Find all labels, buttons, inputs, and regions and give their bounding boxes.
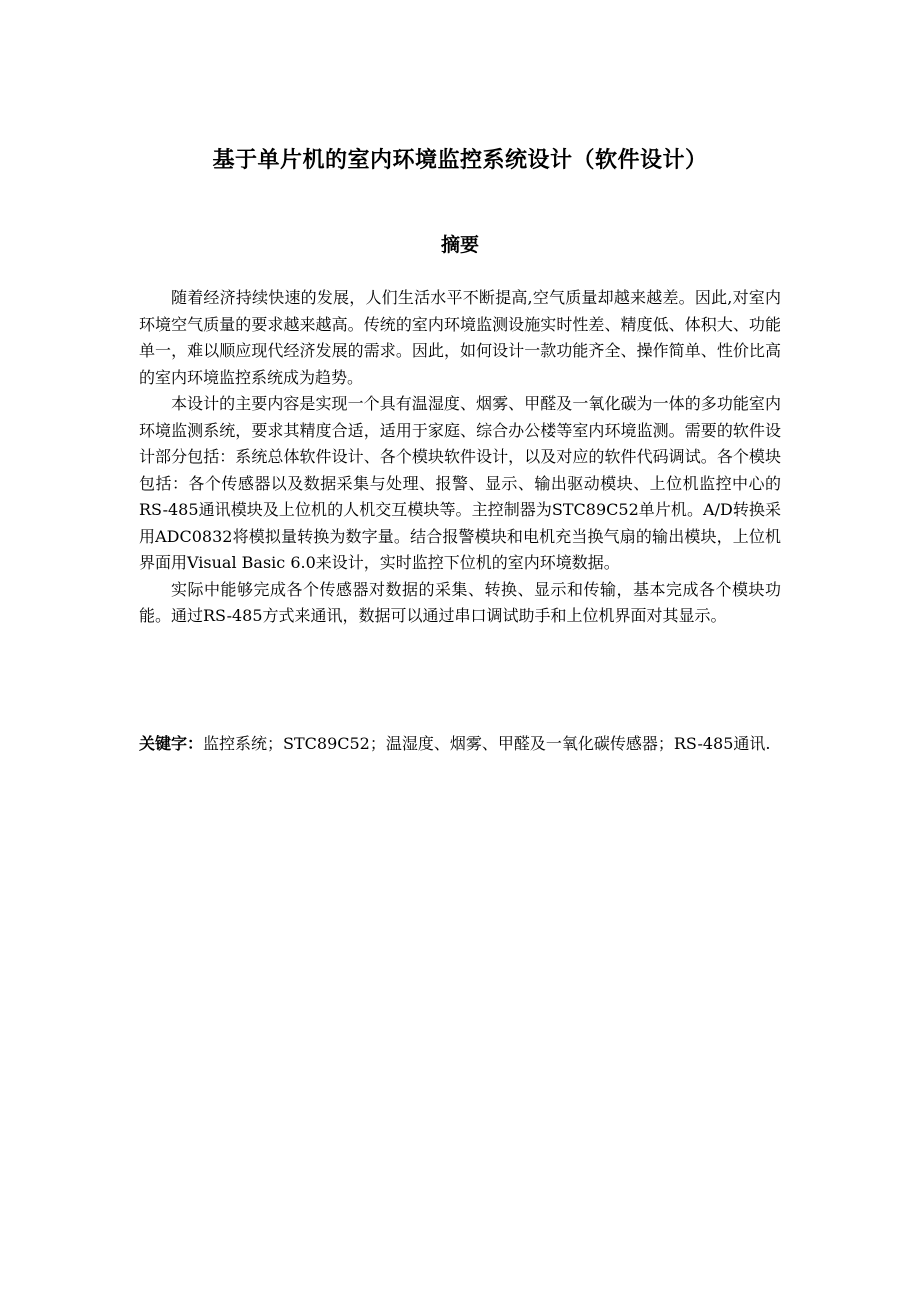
abstract-body	[139, 285, 781, 630]
keywords-line	[139, 731, 781, 758]
abstract-heading: 摘要	[440, 234, 479, 256]
keywords-label: 关键字：	[139, 734, 204, 753]
keywords-text: 监控系统；STC89C52；温湿度、烟雾、甲醛及一氧化碳传感器；RS-485通讯.	[203, 734, 771, 753]
abstract-paragraph-3: 实际中能够完成各个传感器对数据的采集、转换、显示和传输，基本完成各个模块功能。通过RS-485方式来通讯，数据可以通过串口调试助手和上位机界面对其显示。	[139, 579, 781, 625]
document-title: 基于单片机的室内环境监控系统设计（软件设计）	[212, 148, 708, 173]
abstract-paragraph-1: 随着经济持续快速的发展，人们生活水平不断提高,空气质量却越来越差。因此,对室内环境空气质量的要求越来越高。传统的室内环境监测设施实时性差、精度低、体积大、功能单一，难以顺应现代经济发展的需求。因此，如何设计一款功能齐全、操作简单、性价比高的室内环境监控系统成为趋势。	[139, 288, 781, 387]
abstract-paragraph-2: 本设计的主要内容是实现一个具有温湿度、烟雾、甲醛及一氧化碳为一体的多功能室内环境监测系统，要求其精度合适，适用于家庭、综合办公楼等室内环境监测。需要的软件设计部分包括：系统总体软件设计、各个模块软件设计，以及对应的软件代码调试。各个模块包括：各个传感器以及数据采集与处理、报警、显示、输出驱动模块、上位机监控中心的RS-485通讯模块及上位机的人机交互模块等。主控制器为STC89C52单片机。A/D转换采用ADC0832将模拟量转换为数字量。结合报警模块和电机充当换气扇的输出模块，上位机界面用Visual Basic 6.0来设计，实时监控下位机的室内环境数据。	[139, 394, 781, 572]
